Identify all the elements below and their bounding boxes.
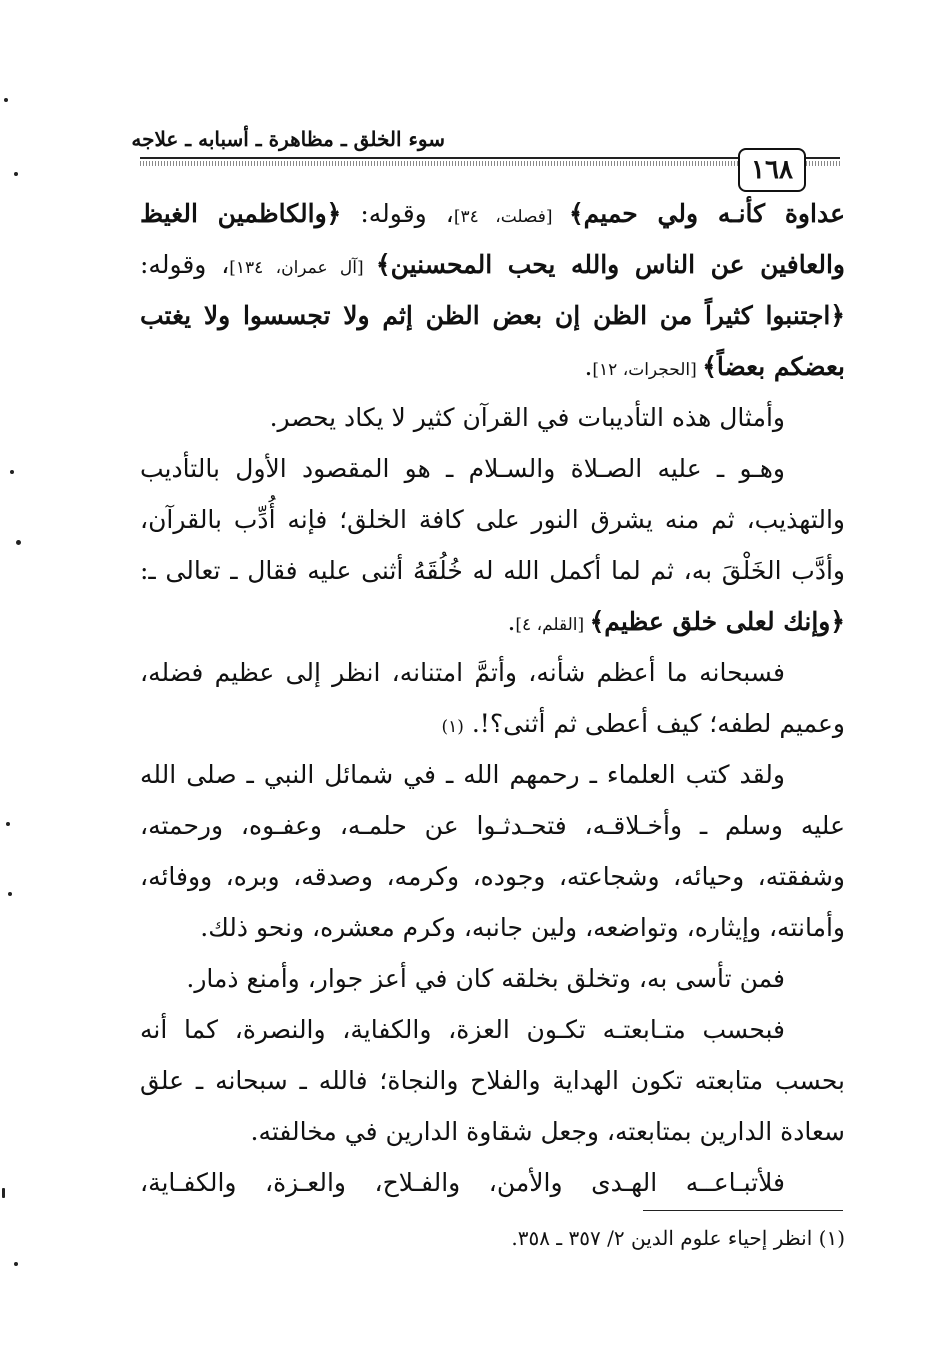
text-line bbox=[140, 698, 845, 749]
quran-quote: ﴿وإنك لعلى خلق عظيم﴾ bbox=[589, 607, 845, 636]
text-segment: عليه وسلم ـ وأخـلاقـه، فتحـدثـوا عن حلمـه، وعفـوه، ورحمته، bbox=[140, 811, 845, 840]
text-line bbox=[140, 1055, 845, 1106]
text-segment: فسبحانه ما أعظم شأنه، وأتمَّ امتنانه، انظر إلى عظيم فضله، bbox=[140, 658, 785, 687]
quran-quote: بعضكم بعضاً﴾ bbox=[702, 352, 845, 381]
quran-quote: والعافين عن الناس والله يحب المحسنين﴾ bbox=[375, 250, 845, 279]
quran-quote: ﴿اجتنبوا كثيراً من الظن إن بعض الظن إثم ولا تجسسوا ولا يغتب bbox=[140, 301, 845, 330]
text-line bbox=[140, 1106, 845, 1157]
text-line bbox=[140, 1157, 845, 1208]
margin-mark bbox=[16, 540, 21, 545]
text-line bbox=[140, 290, 845, 341]
text-segment: سعادة الدارين بمتابعته، وجعل شقاوة الدارين في مخالفته. bbox=[250, 1117, 845, 1146]
text-segment: والتهذيب، ثم منه يشرق النور على كافة الخلق؛ فإنه أُدِّب بالقرآن، bbox=[140, 505, 845, 534]
text-line bbox=[140, 647, 845, 698]
text-segment: وأدَّب الخَلْقَ به، ثم لما أكمل الله له خُلُقَهُ أثنى عليه فقال ـ تعالى ـ: bbox=[140, 556, 845, 585]
text-segment: وأمثال هذه التأديبات في القرآن كثير لا يكاد يحصر. bbox=[269, 403, 785, 432]
text-segment: فلأتبـاعــه الهـدى والأمن، والفـلاح، والعـزة، والكفـاية، bbox=[140, 1168, 785, 1197]
header-hatch-rule-right bbox=[800, 161, 842, 166]
margin-mark bbox=[2, 1188, 5, 1198]
footnote-rule bbox=[643, 1210, 843, 1211]
footnote bbox=[140, 1226, 845, 1250]
text-segment: ولقد كتب العلماء ـ رحمهم الله ـ في شمائل النبي ـ صلى الله bbox=[140, 760, 785, 789]
quran-quote: ﴿والكاظمين الغيظ bbox=[140, 199, 342, 228]
text-segment: وشفقته، وحيائه، وشجاعته، وجوده، وكرمه، وصدقه، وبره، ووفائه، bbox=[140, 862, 845, 891]
citation: [القلم، ٤] bbox=[515, 615, 590, 635]
margin-mark bbox=[6, 822, 10, 826]
citation: [فصلت، ٣٤] bbox=[453, 207, 570, 227]
text-line bbox=[140, 341, 845, 392]
header-rule bbox=[140, 157, 840, 159]
margin-mark bbox=[14, 172, 18, 176]
body-text bbox=[140, 188, 845, 1208]
text-line bbox=[140, 1004, 845, 1055]
margin-mark bbox=[8, 892, 12, 896]
text-segment: . bbox=[584, 352, 593, 381]
text-segment: وعميم لطفه؛ كيف أعطى ثم أثنى؟!. bbox=[463, 709, 845, 738]
text-line bbox=[140, 851, 845, 902]
text-segment: ، وقوله: bbox=[140, 250, 230, 279]
text-line bbox=[140, 545, 845, 596]
text-line bbox=[140, 953, 845, 1004]
header-hatch-rule bbox=[140, 161, 740, 166]
quran-quote: عداوة كأنـه ولي حميم﴾ bbox=[569, 199, 845, 228]
text-segment: فمن تأسى به، وتخلق بخلقه كان في أعز جوار، وأمنع ذمار. bbox=[186, 964, 785, 993]
text-line bbox=[140, 188, 845, 239]
margin-mark bbox=[10, 470, 14, 474]
text-line bbox=[140, 902, 845, 953]
text-segment: ، وقوله: bbox=[341, 199, 454, 228]
citation: [الحجرات، ١٢] bbox=[592, 360, 703, 380]
text-line bbox=[140, 443, 845, 494]
text-line bbox=[140, 800, 845, 851]
text-segment: وأمانته، وإيثاره، وتواضعه، ولين جانبه، وكرم معشره، ونحو ذلك. bbox=[200, 913, 845, 942]
margin-mark bbox=[4, 98, 8, 102]
text-line bbox=[140, 749, 845, 800]
citation: [آل عمران، ١٣٤] bbox=[229, 258, 376, 278]
margin-mark bbox=[14, 1262, 18, 1266]
citation: (١) bbox=[441, 717, 464, 737]
text-line bbox=[140, 392, 845, 443]
text-line bbox=[140, 239, 845, 290]
text-segment: فبحسب متـابعتـه تكـون العزة، والكفاية، والنصرة، كما أنه bbox=[140, 1015, 785, 1044]
page-number: ١٦٨ bbox=[738, 148, 806, 192]
text-segment: . bbox=[507, 607, 516, 636]
footnote-text: انظر إحياء علوم الدين ٢/ ٣٥٧ ـ ٣٥٨. bbox=[511, 1226, 813, 1250]
text-line bbox=[140, 494, 845, 545]
text-segment: بحسب متابعته تكون الهداية والفلاح والنجاة؛ فالله ـ سبحانه ـ علق bbox=[140, 1066, 845, 1095]
text-segment: وهـو ـ عليه الصـلاة والسـلام ـ هو المقصود الأول بالتأديب bbox=[140, 454, 785, 483]
footnote-marker: (١) bbox=[818, 1226, 845, 1250]
running-title: سوء الخلق ـ مظاهرة ـ أسبابه ـ علاجه bbox=[131, 127, 445, 151]
text-line bbox=[140, 596, 845, 647]
